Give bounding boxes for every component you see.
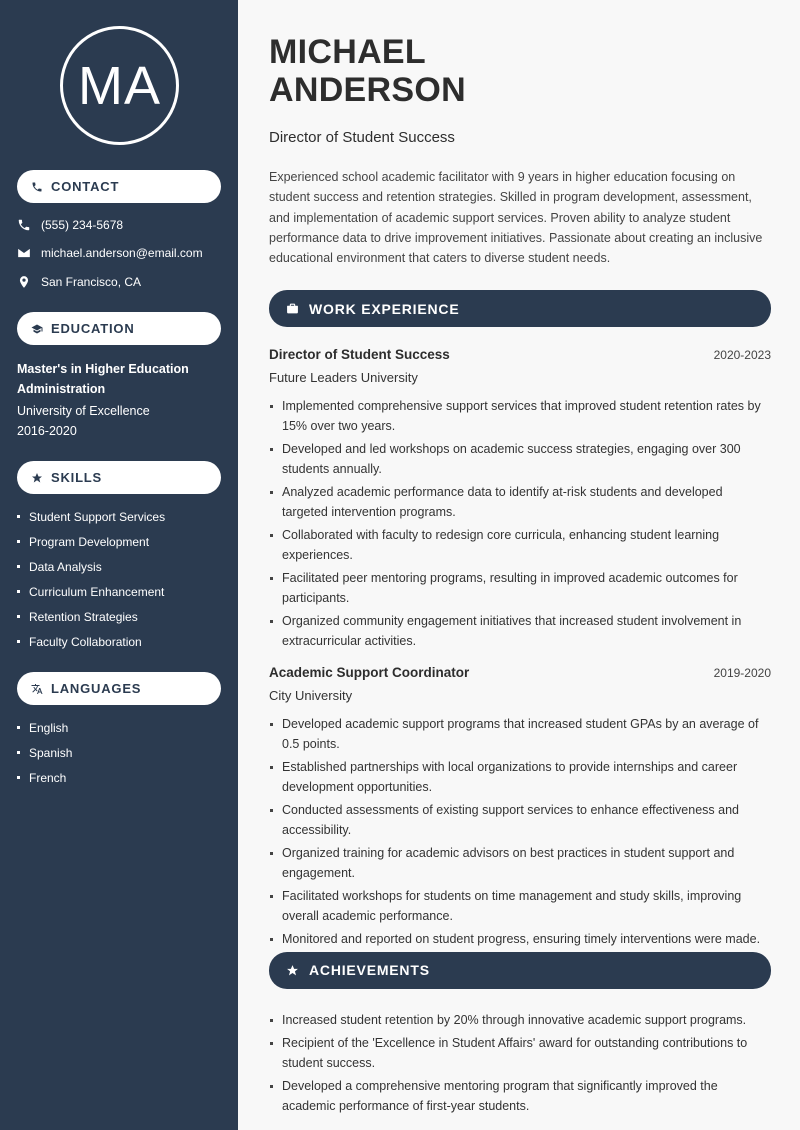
job-bullet: Facilitated workshops for students on time management and study skills, improving overall academic performance. (269, 887, 771, 926)
job-bullet: Organized community engagement initiatives that increased student involvement in extracurricular activities. (269, 612, 771, 651)
main-content (269, 33, 771, 1120)
education-entry: Master's in Higher Education Administration University of Excellence 2016-2020 (17, 362, 189, 438)
job-bullet: Monitored and reported on student progress, ensuring timely interventions were made. (269, 930, 771, 950)
achievement-item: Increased student retention by 20% through innovative academic support programs. (269, 1011, 771, 1031)
contact-phone: (555) 234-5678 (17, 218, 123, 232)
avatar-initials: MA (60, 26, 179, 145)
language-item: English (17, 715, 72, 740)
skill-item: Curriculum Enhancement (17, 579, 165, 604)
job-position: Academic Support Coordinator (269, 665, 470, 681)
job-bullet: Implemented comprehensive support services that improved student retention rates by 15% over two years. (269, 397, 771, 436)
contact-heading: CONTACT (17, 170, 221, 203)
full-name: MICHAEL ANDERSON (269, 33, 466, 109)
job-dates: 2020-2023 (713, 348, 771, 363)
skill-item: Faculty Collaboration (17, 629, 165, 654)
briefcase-icon (286, 302, 299, 315)
star-icon (286, 964, 299, 977)
achievements-list (269, 1011, 771, 1117)
contact-email: michael.anderson@email.com (17, 246, 203, 260)
job-title: Director of Student Success (269, 129, 455, 146)
education-heading: EDUCATION (17, 312, 221, 345)
job-company: City University (269, 688, 353, 704)
work-experience-heading: WORK EXPERIENCE (269, 290, 771, 327)
summary: Experienced school academic facilitator with 9 years in higher education focusing on student success and retention strategies. Skilled in program development, assessment, and implementation of academic support services. Proven ability to analyze student performance data to drive improvement initiatives. Passionate about creating an inclusive educational environment that caters to diverse student needs. (269, 170, 763, 266)
job-entry (269, 665, 771, 950)
skills-heading: SKILLS (17, 461, 221, 494)
skill-item: Program Development (17, 529, 165, 554)
translate-icon (31, 683, 43, 695)
phone-icon (31, 181, 43, 193)
achievement-item: Recipient of the 'Excellence in Student Affairs' award for outstanding contributions to student success. (269, 1034, 771, 1073)
job-bullet: Collaborated with faculty to redesign core curricula, enhancing student learning experiences. (269, 526, 771, 565)
job-company: Future Leaders University (269, 370, 418, 386)
location-pin-icon (17, 275, 31, 289)
skill-item: Retention Strategies (17, 604, 165, 629)
star-icon (31, 472, 43, 484)
skill-item: Data Analysis (17, 554, 165, 579)
job-dates: 2019-2020 (713, 666, 771, 681)
job-bullet: Developed academic support programs that increased student GPAs by an average of 0.5 points. (269, 715, 771, 754)
job-bullet: Established partnerships with local organizations to provide internships and career development opportunities. (269, 758, 771, 797)
skill-item: Student Support Services (17, 504, 165, 529)
language-item: French (17, 765, 72, 790)
achievement-item: Developed a comprehensive mentoring program that significantly improved the academic performance of first-year students. (269, 1077, 771, 1116)
languages-heading: LANGUAGES (17, 672, 221, 705)
job-bullet: Conducted assessments of existing support services to enhance effectiveness and accessibility. (269, 801, 771, 840)
phone-icon (17, 218, 31, 232)
contact-location: San Francisco, CA (17, 275, 141, 289)
job-entry (269, 347, 771, 651)
languages-list (17, 715, 72, 790)
skills-list (17, 504, 165, 654)
job-bullet: Analyzed academic performance data to identify at-risk students and developed targeted intervention programs. (269, 483, 771, 522)
job-bullet: Facilitated peer mentoring programs, resulting in improved academic outcomes for participants. (269, 569, 771, 608)
language-item: Spanish (17, 740, 72, 765)
job-bullet: Developed and led workshops on academic success strategies, engaging over 300 students annually. (269, 440, 771, 479)
job-position: Director of Student Success (269, 347, 450, 363)
email-icon (17, 246, 31, 260)
sidebar (0, 0, 238, 1130)
graduation-cap-icon (31, 323, 43, 335)
achievements-heading: ACHIEVEMENTS (269, 952, 771, 989)
job-bullet: Organized training for academic advisors on best practices in student support and engagement. (269, 844, 771, 883)
